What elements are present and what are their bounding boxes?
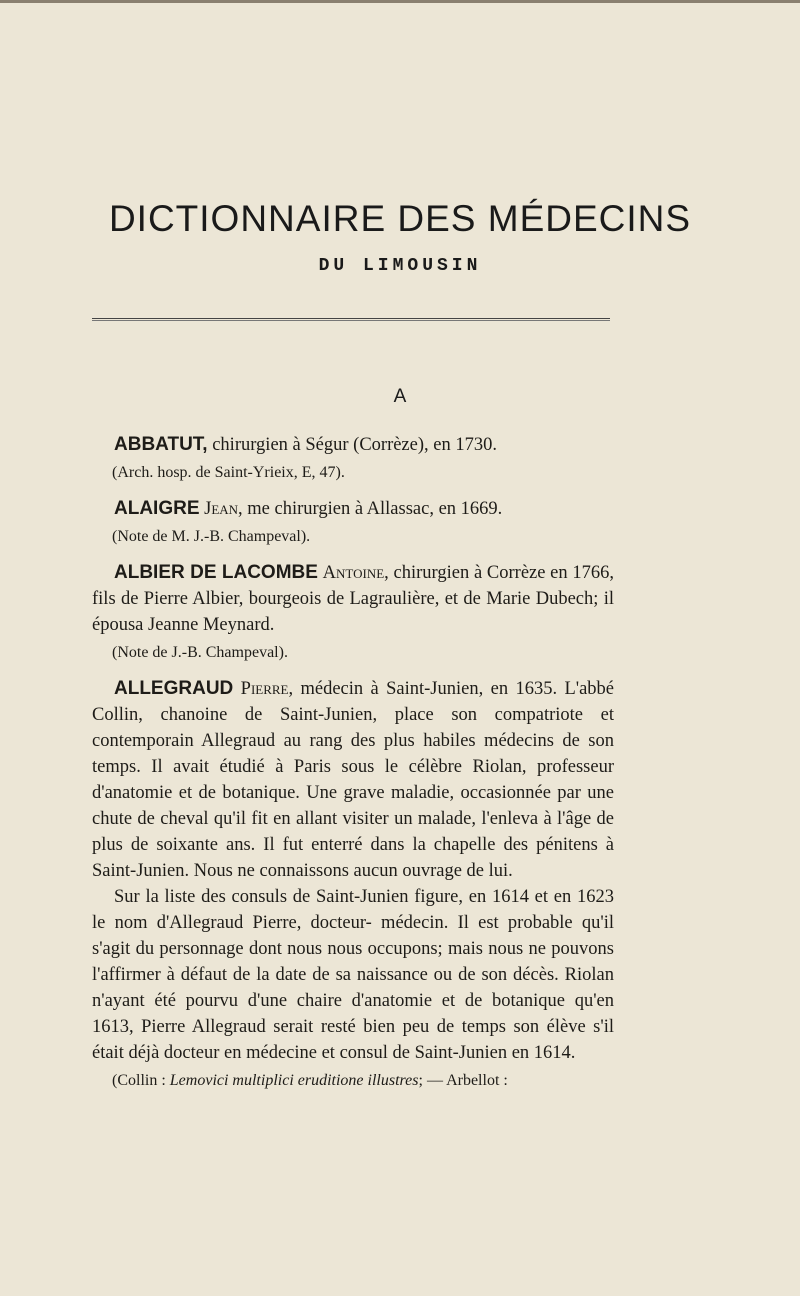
entry-body xyxy=(92,560,614,638)
entry-text: chirurgien à Corrèze en 1766, fils de Pierre Albier, bourgeois de Lagraulière, et de Marie Dubech; il épousa Jeanne Meynard. xyxy=(92,563,614,635)
entry-headword: ALBIER DE LACOMBE xyxy=(114,562,318,583)
top-edge-line xyxy=(0,0,800,3)
entry-paragraph: Sur la liste des consuls de Saint-Junien figure, en 1614 et en 1623 le nom d'Allegraud Pierre, docteur- médecin. Il est probable qu'il s'agit du personnage dont nous nous occupons; mais nous ne pouvons l'affirmer à défaut de la date de sa naissance ou de son décès. Riolan n'ayant été pourvu d'une chaire d'anatomie et de botanique qu'en 1613, Pierre Allegraud serait resté bien peu de temps son élève s'il était déjà docteur en médecine et consul de Saint-Junien en 1614. xyxy=(92,887,614,1063)
section-letter: A xyxy=(393,386,407,407)
entry-source: (Note de M. J.-B. Champeval). xyxy=(112,528,311,545)
entry-source: (Arch. hosp. de Saint-Yrieix, E, 47). xyxy=(112,464,345,481)
entry-forename: Antoine, xyxy=(322,563,389,583)
entry-forename: Jean, xyxy=(204,499,243,519)
entry-body xyxy=(92,432,614,458)
entry-body xyxy=(92,496,614,522)
entry-source: (Note de J.-B. Champeval). xyxy=(112,644,288,661)
source-prefix: (Collin : xyxy=(112,1072,170,1089)
source-title: Lemovici multiplici eruditione illustres xyxy=(169,1072,419,1089)
source-suffix: ; — Arbellot : xyxy=(418,1072,508,1089)
entry-abbatut xyxy=(92,432,614,485)
dictionary-entries xyxy=(92,432,614,1104)
entry-headword: ALAIGRE xyxy=(114,498,200,519)
entry-source xyxy=(92,1069,614,1093)
entry-headword: ALLEGRAUD xyxy=(114,678,234,699)
page-title: DICTIONNAIRE DES MÉDECINS xyxy=(108,198,692,239)
entry-text: médecin à Saint-Junien, en 1635. L'abbé Collin, chanoine de Saint-Junien, place son compatriote et contemporain Allegraud au rang des plus habiles médecins de son temps. Il avait étudié à Paris sous le célèbre Riolan, professeur d'anatomie et de botanique. Une grave maladie, occasionnée par une chute de cheval qu'il fit en allant visiter un malade, l'enleva à l'âge de plus de soixante ans. Il fut enterré dans la chapelle des pénitens à Saint-Junien. Nous ne connaissons aucun ouvrage de lui. xyxy=(92,679,614,881)
entry-text: chirurgien à Ségur (Corrèze), en 1730. xyxy=(207,435,497,455)
entry-forename: Pierre, xyxy=(240,679,294,699)
page-subtitle: DU LIMOUSIN xyxy=(318,256,482,276)
entry-allegraud xyxy=(92,676,614,1093)
entry-headword: ABBATUT, xyxy=(114,434,208,455)
title-rule xyxy=(92,318,610,321)
entry-text: me chirurgien à Allassac, en 1669. xyxy=(242,499,503,519)
entry-body xyxy=(92,676,614,884)
entry-albier-de-lacombe xyxy=(92,560,614,665)
entry-alaigre xyxy=(92,496,614,549)
